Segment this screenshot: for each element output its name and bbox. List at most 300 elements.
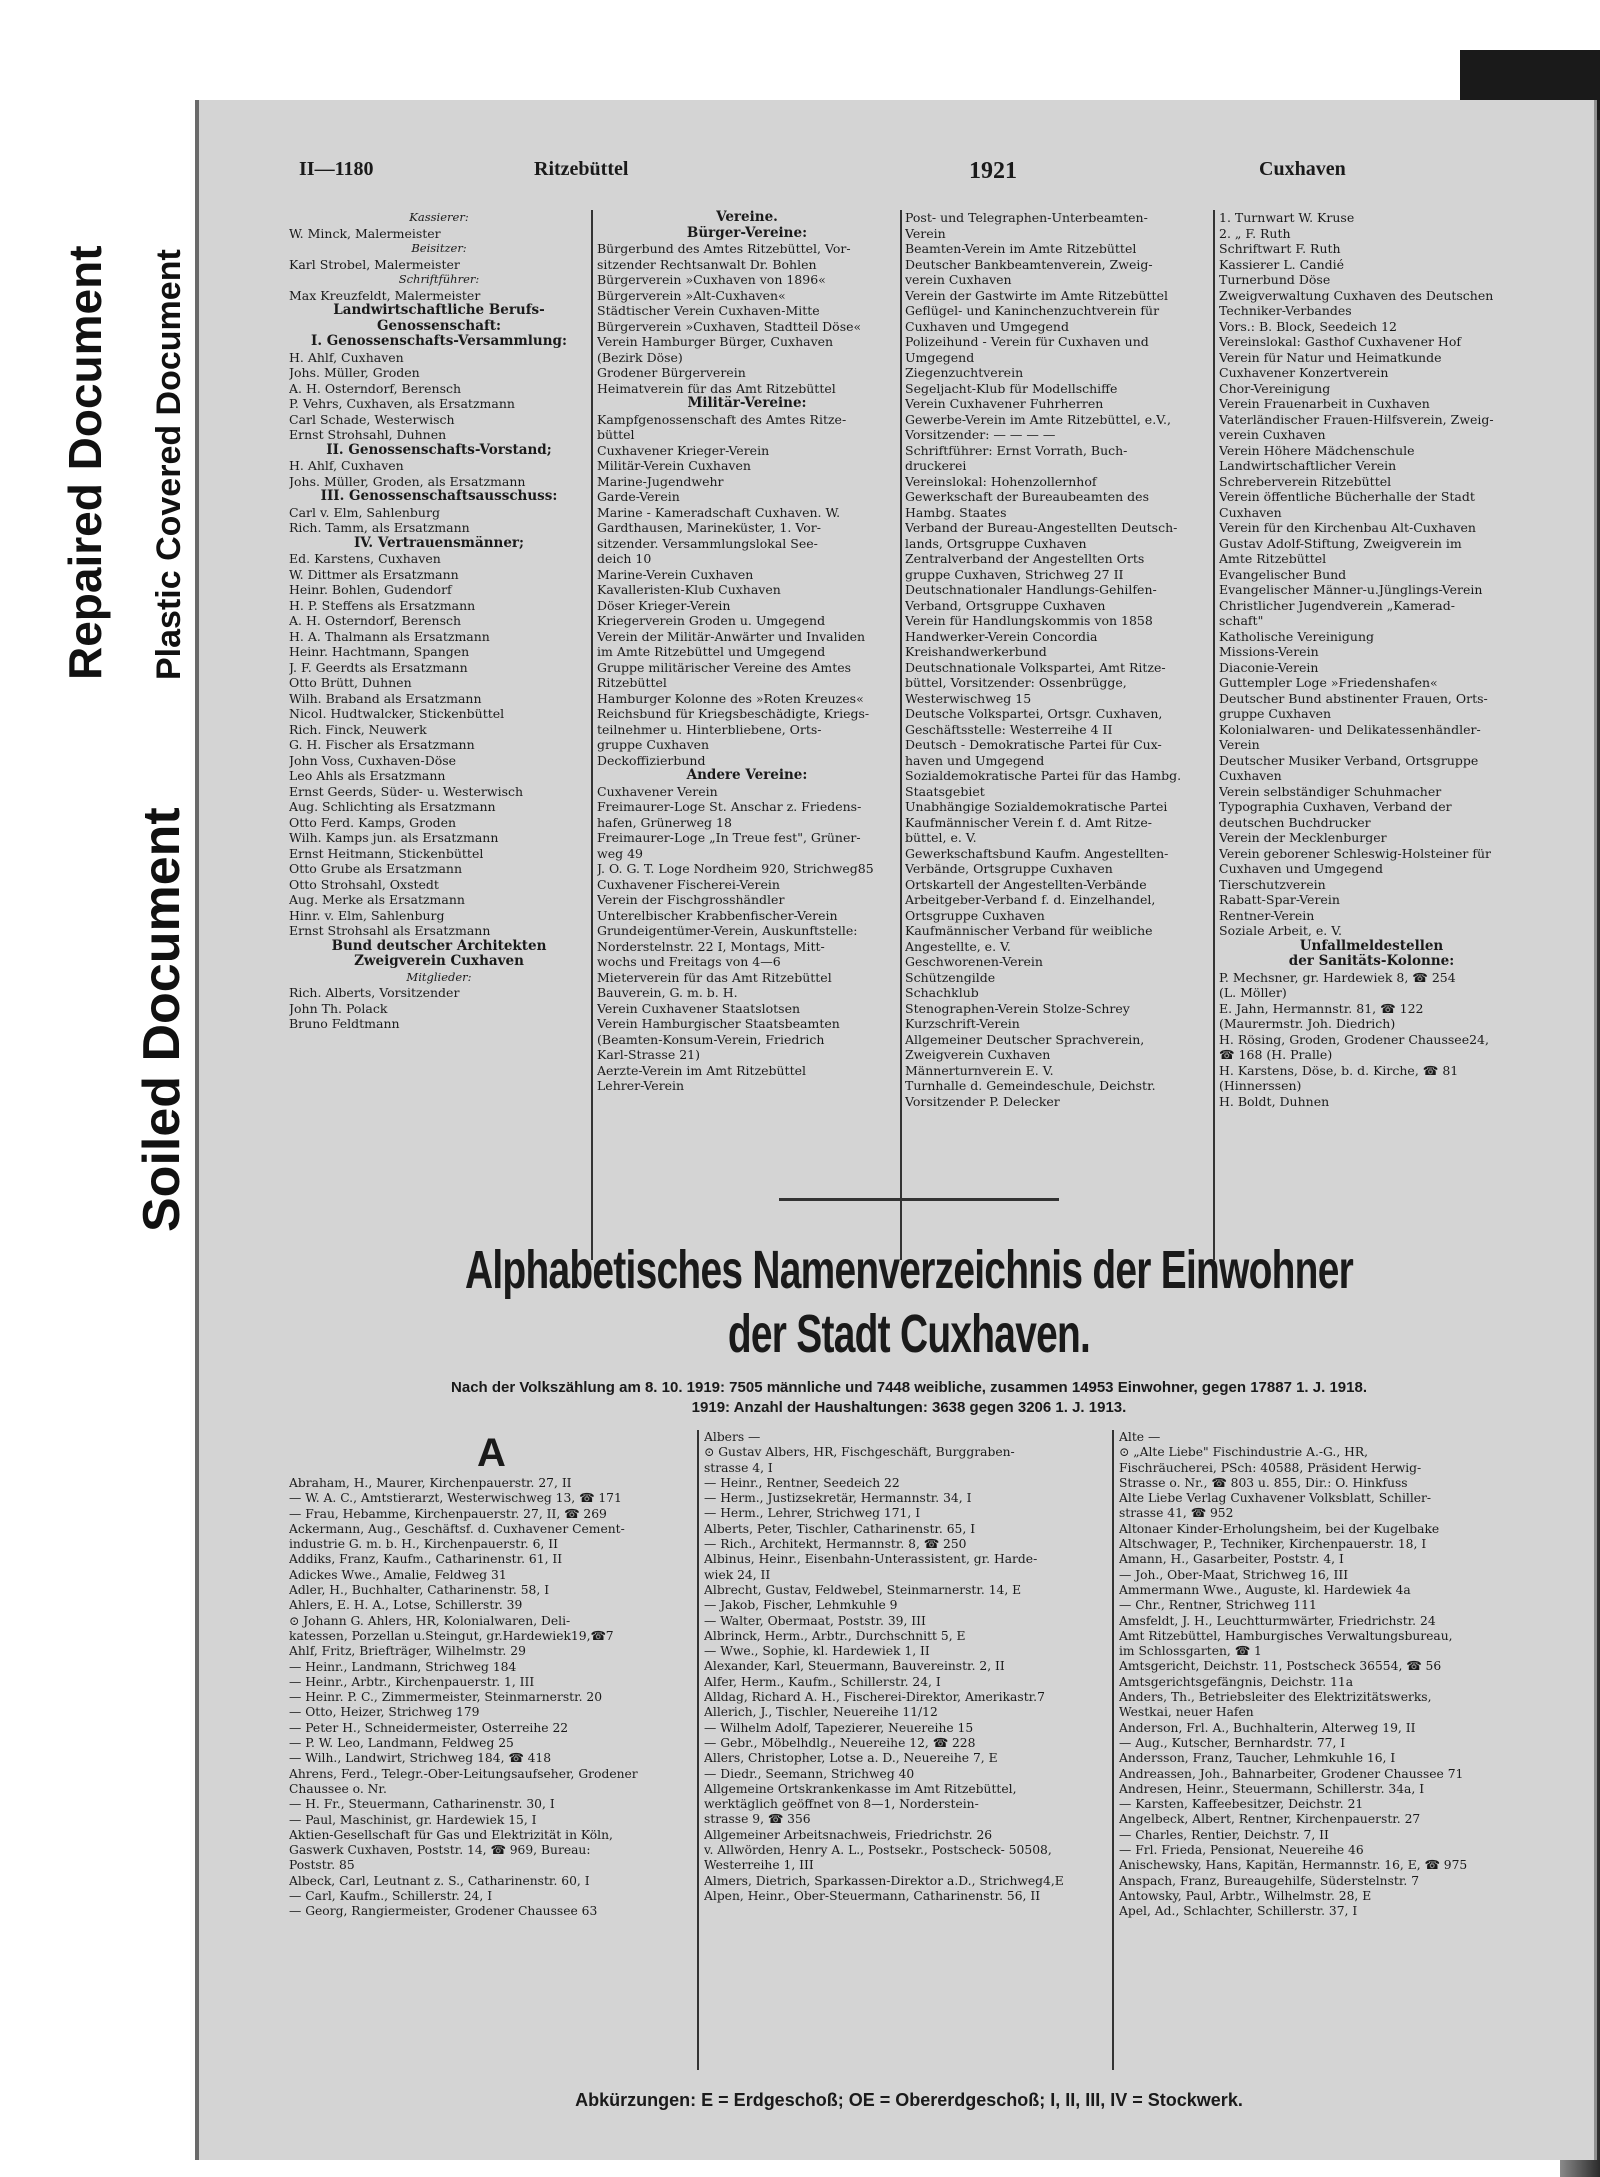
entry-line: Ahrens, Ferd., Telegr.-Ober-Leitungsaufseher, Grodener	[289, 1766, 638, 1781]
entry-line: Bürger-Vereine:	[686, 225, 808, 241]
entry-line: Genossenschaft:	[377, 318, 501, 334]
entry-line: Tierschutzverein	[1219, 876, 1326, 892]
entry-line: Johs. Müller, Groden, als Ersatzmann	[289, 473, 526, 489]
entry-line: Unfallmeldestellen	[1299, 938, 1444, 954]
entry-line: Alfer, Herm., Kaufm., Schillerstr. 24, I	[704, 1674, 941, 1689]
entry-line: A. H. Osterndorf, Berensch	[289, 380, 462, 396]
entry-line: Mitglieder:	[406, 969, 472, 984]
entry-line: Albeck, Carl, Leutnant z. S., Catharinenstr. 60, I	[289, 1873, 590, 1888]
entry-line: Amtsgericht, Deichstr. 11, Postscheck 36554, ☎ 56	[1119, 1659, 1442, 1674]
entry-line: Männerturnverein E. V.	[905, 1062, 1054, 1078]
index-column-1	[289, 1430, 694, 2070]
entry-line: Cuxhavener Krieger-Verein	[597, 442, 770, 458]
entry-line: Beamten-Verein im Amte Ritzebüttel	[905, 241, 1137, 256]
entry-line: strasse 9, ☎ 356	[704, 1812, 811, 1827]
entry-line: Verein Cuxhavener Staatslotsen	[597, 1000, 801, 1016]
entry-line: Andere Vereine:	[686, 768, 808, 783]
entry-line: büttel, Vorsitzender: Ossenbrügge,	[905, 675, 1127, 690]
entry-line: Amsfeldt, J. H., Leuchtturmwärter, Friedrichstr. 24	[1119, 1613, 1436, 1628]
entry-line: Ortsgruppe Cuxhaven	[905, 907, 1045, 923]
entry-line: Verbände, Ortsgruppe Cuxhaven	[905, 861, 1113, 876]
entry-line: Otto Strohsahl, Oxstedt	[289, 876, 439, 892]
entry-line: Ammermann Wwe., Auguste, kl. Hardewiek 4a	[1119, 1582, 1411, 1597]
entry-line: Alpen, Heinr., Ober-Steuermann, Catharinenstr. 56, II	[704, 1888, 1041, 1903]
entry-line: Deutsche Volkspartei, Ortsgr. Cuxhaven,	[905, 706, 1163, 721]
entry-line: Kaufmännischer Verband für weibliche	[905, 923, 1153, 938]
entry-line: Allers, Christopher, Lotse a. D., Neuereihe 7, E	[704, 1751, 998, 1766]
entry-line: Zweigverein Cuxhaven	[354, 954, 524, 969]
entry-line: W. Dittmer als Ersatzmann	[289, 566, 459, 582]
entry-line: — P. W. Leo, Landmann, Feldweg 25	[289, 1736, 514, 1751]
entry-line: gruppe Cuxhaven	[597, 737, 710, 752]
entry-line: — Paul, Maschinist, gr. Hardewiek 15, I	[289, 1812, 537, 1827]
entry-line: Verein Hamburgischer Staatsbeamten	[597, 1016, 840, 1031]
entry-line: katessen, Porzellan u.Steingut, gr.Hardewiek19,☎7	[289, 1628, 614, 1643]
entry-line: Cuxhavener Konzertverein	[1219, 365, 1389, 380]
entry-line: Arbeitgeber-Verband f. d. Einzelhandel,	[905, 892, 1156, 907]
entry-line: Adickes Wwe., Amalie, Feldweg 31	[289, 1567, 507, 1582]
entry-line: Missions-Verein	[1219, 644, 1319, 659]
entry-line: Cuxhaven und Umgegend	[905, 318, 1069, 334]
entry-line: Angestellte, e. V.	[905, 938, 1011, 954]
entry-line: Cuxhaven	[1219, 504, 1282, 520]
entry-line: — Peter H., Schneidermeister, Osterreihe 22	[289, 1720, 569, 1735]
entry-line: Addiks, Franz, Kaufm., Catharinenstr. 61, II	[289, 1552, 563, 1567]
entry-line: A. H. Osterndorf, Berensch	[289, 613, 462, 628]
entry-line: Anischewsky, Hans, Kapitän, Hermannstr. 16, E, ☎ 975	[1119, 1858, 1468, 1873]
entry-line: Leo Ahls als Ersatzmann	[289, 768, 446, 783]
entry-line: Ahlf, Fritz, Briefträger, Wilhelmstr. 29	[289, 1644, 526, 1659]
entry-line: Ernst Strohsahl als Ersatzmann	[289, 923, 491, 938]
column-rule	[900, 210, 902, 1260]
entry-line: H. Ahlf, Cuxhaven	[289, 458, 404, 473]
entry-line: Angelbeck, Albert, Rentner, Kirchenpauerstr. 27	[1119, 1812, 1421, 1827]
entry-line: Wilh. Kamps jun. als Ersatzmann	[289, 830, 499, 845]
entry-line: Freimaurer-Loge „In Treue fest", Grüner-	[597, 830, 861, 845]
entry-line: Diaconie-Verein	[1219, 659, 1319, 675]
entry-line: Schützengilde	[905, 969, 996, 985]
entry-line: Almers, Dietrich, Sparkassen-Direktor a.D., Strichweg4,E	[704, 1873, 1064, 1888]
entry-line: — Gebr., Möbelhdlg., Neuereihe 12, ☎ 228	[704, 1735, 976, 1750]
entry-line: Verein selbständiger Schuhmacher	[1219, 783, 1442, 799]
entry-line: Ernst Geerds, Süder- u. Westerwisch	[289, 783, 524, 799]
soiled-document-tag: Soiled Document	[133, 807, 191, 1232]
entry-line: Alldag, Richard A. H., Fischerei-Direktor, Amerikastr.7	[704, 1690, 1045, 1705]
entry-line: Andresen, Heinr., Steuermann, Schillerstr. 34a, I	[1119, 1781, 1425, 1796]
entry-line: Nicol. Hudtwalcker, Stickenbüttel	[289, 706, 505, 721]
entry-line: Schreberverein Ritzebüttel	[1219, 473, 1392, 489]
entry-line: Verein für Handlungskommis von 1858	[905, 613, 1153, 628]
column-3	[905, 210, 1210, 1275]
entry-line: Evangelischer Männer-u.Jünglings-Verein	[1219, 582, 1483, 597]
entry-line: Verband der Bureau-Angestellten Deutsch-	[905, 520, 1178, 535]
entry-line: J. O. G. T. Loge Nordheim 920, Strichweg85	[597, 861, 874, 876]
entry-line: — Walter, Obermaat, Poststr. 39, III	[704, 1613, 926, 1628]
entry-line: v. Allwörden, Henry A. L., Postsekr., Postscheck- 50508,	[704, 1843, 1052, 1858]
entry-line: Verein geborener Schleswig-Holsteiner für	[1219, 845, 1492, 861]
entry-line: Vereinslokal: Hohenzollernhof	[905, 473, 1097, 489]
entry-line: Alte —	[1119, 1430, 1161, 1444]
entry-line: Handwerker-Verein Concordia	[905, 628, 1098, 644]
entry-line: Vorsitzender: — — — —	[905, 427, 1056, 442]
entry-line: Verein der Gastwirte im Amte Ritzebüttel	[905, 287, 1168, 303]
entry-line: Strasse o. Nr., ☎ 803 u. 855, Dir.: O. Hinkfuss	[1119, 1475, 1408, 1490]
entry-line: Schriftwart F. Ruth	[1219, 241, 1341, 256]
entry-line: — Frau, Hebamme, Kirchenpauerstr. 27, II, ☎ 269	[289, 1506, 607, 1521]
entry-line: weg 49	[597, 845, 643, 861]
entry-line: W. Minck, Malermeister	[289, 225, 441, 241]
alphabetical-index	[289, 1430, 1529, 2070]
entry-line: Schachklub	[905, 985, 979, 1000]
entry-line: sitzender Rechtsanwalt Dr. Bohlen	[597, 256, 817, 272]
entry-line: gruppe Cuxhaven	[1219, 706, 1332, 721]
entry-line: Aktien-Gesellschaft für Gas und Elektrizität in Köln,	[289, 1827, 613, 1842]
entry-line: Kolonialwaren- und Delikatessenhändler-	[1219, 721, 1481, 737]
entry-line: Karl-Strasse 21)	[597, 1047, 700, 1062]
entry-line: E. Jahn, Hermannstr. 81, ☎ 122	[1219, 1000, 1424, 1016]
entry-line: haven und Umgegend	[905, 752, 1045, 768]
entry-line: teilnehmer u. Hinterbliebene, Orts-	[597, 721, 822, 737]
entry-line: Bürgerverein »Alt-Cuxhaven«	[597, 287, 786, 303]
entry-line: hafen, Grünerweg 18	[597, 814, 732, 830]
entry-line: Adler, H., Buchhalter, Catharinenstr. 58, I	[289, 1583, 550, 1598]
entry-line: Verein für den Kirchenbau Alt-Cuxhaven	[1219, 520, 1476, 535]
entry-line: Westkai, neuer Hafen	[1119, 1705, 1254, 1720]
entry-line: strasse 4, I	[704, 1460, 773, 1475]
entry-line: Katholische Vereinigung	[1219, 628, 1375, 644]
entry-line: deutschen Buchdrucker	[1219, 814, 1371, 830]
entry-line: Stenographen-Verein Stolze-Schrey	[905, 1000, 1130, 1016]
entry-line: ☎ 168 (H. Pralle)	[1219, 1047, 1333, 1062]
entry-line: — Heinr., Rentner, Seedeich 22	[704, 1475, 900, 1490]
entry-line: Verein	[905, 225, 946, 241]
entry-line: Ernst Heitmann, Stickenbüttel	[289, 845, 484, 861]
entry-line: Amtsgerichtsgefängnis, Deichstr. 11a	[1119, 1674, 1354, 1689]
entry-line: Verein Cuxhavener Fuhrherren	[905, 396, 1104, 411]
entry-line: Cuxhaven und Umgegend	[1219, 861, 1383, 876]
entry-line: Geschäftsstelle: Westerreihe 4 II	[905, 721, 1113, 737]
entry-line: P. Vehrs, Cuxhaven, als Ersatzmann	[289, 396, 515, 411]
entry-line: Kurzschrift-Verein	[905, 1016, 1020, 1031]
entry-line: Heimatverein für das Amt Ritzebüttel	[597, 380, 836, 396]
entry-line: Turnhalle d. Gemeindeschule, Deichstr.	[905, 1078, 1156, 1093]
entry-line: ⊙ Gustav Albers, HR, Fischgeschäft, Burggraben-	[704, 1445, 1015, 1460]
entry-line: Verein öffentliche Bücherhalle der Stadt	[1219, 489, 1475, 504]
entry-line: — Frl. Frieda, Pensionat, Neuereihe 46	[1119, 1843, 1364, 1858]
entry-line: büttel, e. V.	[905, 830, 977, 845]
entry-line: Otto Ferd. Kamps, Groden	[289, 814, 457, 830]
entry-line: Gustav Adolf-Stiftung, Zweigverein im	[1219, 535, 1462, 551]
column-rule	[1213, 210, 1215, 1260]
entry-line: Kaufmännischer Verein f. d. Amt Ritze-	[905, 814, 1152, 830]
entry-line: Militär-Verein Cuxhaven	[597, 458, 751, 473]
entry-line: Rich. Alberts, Vorsitzender	[289, 985, 460, 1000]
entry-line: Segeljacht-Klub für Modellschiffe	[905, 380, 1118, 396]
column-rule	[591, 210, 593, 1260]
entry-line: Grundeigentümer-Verein, Auskunftstelle:	[597, 923, 858, 938]
entry-line: Schriftführer: Ernst Vorrath, Buch-	[905, 442, 1128, 458]
entry-line: Post- und Telegraphen-Unterbeamten-	[905, 210, 1148, 225]
entry-line: Geschworenen-Verein	[905, 954, 1043, 969]
entry-line: Grodener Bürgerverein	[597, 365, 746, 380]
entry-line: H. Boldt, Duhnen	[1219, 1093, 1330, 1109]
section-divider	[779, 1198, 1059, 1201]
entry-line: Vereinslokal: Gasthof Cuxhavener Hof	[1219, 334, 1461, 349]
entry-line: Deutsch - Demokratische Partei für Cux-	[905, 737, 1162, 752]
repaired-document-tag: Repaired Document	[59, 245, 111, 680]
entry-line: Reichsbund für Kriegsbeschädigte, Kriegs-	[597, 706, 870, 721]
entry-line: Christlicher Jugendverein „Kamerad-	[1219, 597, 1455, 613]
entry-line: Amann, H., Gasarbeiter, Poststr. 4, I	[1119, 1552, 1344, 1567]
entry-line: Verein der Militär-Anwärter und Invaliden	[597, 628, 866, 644]
entry-line: Ackermann, Aug., Geschäftsf. d. Cuxhavener Cement-	[289, 1521, 625, 1536]
entry-line: H. Karstens, Döse, b. d. Kirche, ☎ 81	[1219, 1062, 1459, 1078]
entry-line: Chor-Vereinigung	[1219, 380, 1331, 396]
entry-line: (Hinnerssen)	[1219, 1078, 1302, 1093]
entry-line: Cuxhaven	[1219, 768, 1282, 783]
running-header	[299, 158, 1346, 184]
entry-line: Aerzte-Verein im Amt Ritzebüttel	[597, 1062, 807, 1078]
entry-line: Ernst Strohsahl, Duhnen	[289, 427, 447, 442]
entry-line: John Voss, Cuxhaven-Döse	[289, 752, 457, 768]
entry-line: Amte Ritzebüttel	[1219, 551, 1327, 566]
header-year: 1921	[969, 158, 1017, 184]
entry-line: schaft"	[1219, 613, 1264, 628]
entry-line: Otto Grube als Ersatzmann	[289, 861, 462, 876]
entry-line: — Georg, Rangiermeister, Grodener Chaussee 63	[289, 1904, 598, 1919]
entry-line: H. Ahlf, Cuxhaven	[289, 349, 404, 365]
entry-line: 2. „ F. Ruth	[1219, 225, 1291, 241]
entry-line: — Wilhelm Adolf, Tapezierer, Neuereihe 15	[704, 1720, 974, 1735]
entry-line: Ritzebüttel	[597, 675, 667, 690]
document-page	[195, 100, 1597, 2160]
entry-line: Alte Liebe Verlag Cuxhavener Volksblatt, Schiller-	[1119, 1491, 1432, 1506]
entry-line: Otto Brütt, Duhnen	[289, 675, 412, 690]
entry-line: Lehrer-Verein	[597, 1078, 685, 1093]
entry-line: — H. Fr., Steuermann, Catharinenstr. 30, I	[289, 1797, 555, 1812]
entry-line: Wilh. Braband als Ersatzmann	[289, 690, 482, 706]
entry-line: Heinr. Hachtmann, Spangen	[289, 644, 470, 659]
entry-line: Rentner-Verein	[1219, 907, 1315, 923]
column-rule	[697, 1430, 699, 2070]
entry-line: Andreassen, Joh., Bahnarbeiter, Grodener Chaussee 71	[1119, 1766, 1464, 1781]
entry-line: Max Kreuzfeldt, Malermeister	[289, 287, 481, 303]
entry-line: Hamburger Kolonne des »Roten Kreuzes«	[597, 690, 864, 706]
entry-line: G. H. Fischer als Ersatzmann	[289, 737, 475, 752]
entry-line: Zweigverwaltung Cuxhaven des Deutschen	[1219, 287, 1494, 303]
entry-line: Albinus, Heinr., Eisenbahn-Unterassistent, gr. Harde-	[704, 1552, 1038, 1567]
plastic-covered-document-tag: Plastic Covered Document	[150, 249, 188, 680]
entry-line: Evangelischer Bund	[1219, 566, 1347, 582]
entry-line: Städtischer Verein Cuxhaven-Mitte	[597, 303, 820, 318]
entry-line: Allgemeine Ortskrankenkasse im Amt Ritzebüttel,	[704, 1781, 1017, 1796]
entry-line: — Rich., Architekt, Hermannstr. 8, ☎ 250	[704, 1537, 967, 1552]
entry-line: Bürgerverein »Cuxhaven von 1896«	[597, 272, 826, 287]
abbreviation-legend: Abkürzungen: E = Erdgeschoß; OE = Obererdgeschoß; I, II, III, IV = Stockwerk.	[575, 2090, 1243, 2110]
entry-line: Cuxhavener Verein	[597, 783, 718, 799]
entry-line: Amt Ritzebüttel, Hamburgisches Verwaltungsbureau,	[1119, 1628, 1453, 1643]
entry-line: (Beamten-Konsum-Verein, Friedrich	[597, 1031, 825, 1047]
entry-line: Verein für Natur und Heimatkunde	[1219, 349, 1442, 365]
entry-line: verein Cuxhaven	[905, 272, 1012, 287]
entry-line: (Bezirk Döse)	[597, 349, 683, 365]
entry-line: Apel, Ad., Schlachter, Schillerstr. 37, I	[1119, 1904, 1358, 1919]
entry-line: Altschwager, P., Techniker, Kirchenpauerstr. 18, I	[1119, 1537, 1427, 1552]
entry-line: Allgemeiner Arbeitsnachweis, Friedrichstr. 26	[704, 1827, 993, 1842]
entry-line: J. F. Geerdts als Ersatzmann	[289, 659, 468, 675]
entry-line: — Charles, Rentier, Deichstr. 7, II	[1119, 1827, 1329, 1842]
entry-line: Verein der Mecklenburger	[1219, 830, 1387, 845]
entry-line: Deutschnationaler Handlungs-Gehilfen-	[905, 582, 1157, 597]
entry-line: Kavalleristen-Klub Cuxhaven	[597, 582, 781, 597]
index-column-2	[704, 1430, 1109, 2070]
entry-line: wochs und Freitags von 4—6	[597, 954, 781, 969]
entry-line: Norderstelnstr. 22 I, Montags, Mitt-	[597, 938, 825, 954]
entry-line: Fischräucherei, PSch: 40588, Präsident Herwig-	[1119, 1460, 1422, 1475]
entry-line: Deckoffizierbund	[597, 752, 706, 768]
entry-line: Marine-Jugendwehr	[597, 473, 724, 489]
entry-line: Abraham, H., Maurer, Kirchenpauerstr. 27, II	[289, 1476, 572, 1490]
entry-line: büttel	[597, 427, 635, 442]
entry-line: Deutscher Bund abstinenter Frauen, Orts-	[1219, 690, 1488, 706]
entry-line: Anderson, Frl. A., Buchhalterin, Alterweg 19, II	[1119, 1720, 1416, 1735]
entry-line: Aug. Schlichting als Ersatzmann	[289, 799, 496, 814]
census-line-1: Nach der Volkszählung am 8. 10. 1919: 7505 männliche und 7448 weibliche, zusammen 14953 Einwohner, gegen 17887 1. J. 1918.	[451, 1379, 1367, 1396]
entry-line: ⊙ Johann G. Ahlers, HR, Kolonialwaren, Deli-	[289, 1613, 571, 1628]
entry-line: — Jakob, Fischer, Lehmkuhle 9	[704, 1598, 898, 1613]
entry-line: der Sanitäts-Kolonne:	[1288, 954, 1455, 969]
title-line-1: Alphabetisches Namenverzeichnis der Einwohner	[464, 1240, 1354, 1300]
entry-line: Freimaurer-Loge St. Anschar z. Friedens-	[597, 799, 862, 814]
header-town: Ritzebüttel	[534, 158, 629, 180]
entry-line: Alexander, Karl, Steuermann, Bauvereinstr. 2, II	[704, 1659, 1005, 1674]
entry-line: Landwirtschaftlicher Verein	[1219, 458, 1397, 473]
entry-line: Kassierer:	[409, 210, 469, 224]
entry-line: — Chr., Rentner, Strichweg 111	[1119, 1598, 1317, 1613]
entry-line: I. Genossenschafts-Versammlung:	[311, 334, 567, 349]
entry-line: wiek 24, II	[704, 1567, 771, 1582]
entry-line: Hambg. Staates	[905, 504, 1007, 520]
entry-line: Ed. Karstens, Cuxhaven	[289, 551, 441, 566]
entry-line: Schriftführer:	[398, 272, 480, 286]
entry-line: Anspach, Franz, Bureaugehilfe, Süderstelnstr. 7	[1119, 1873, 1420, 1888]
entry-line: Ziegenzuchtverein	[905, 365, 1024, 380]
main-title	[434, 1238, 1384, 1366]
entry-line: Kreishandwerkerbund	[905, 644, 1047, 659]
entry-line: P. Mechsner, gr. Hardewiek 8, ☎ 254	[1219, 969, 1456, 985]
entry-line: Deutscher Bankbeamtenverein, Zweig-	[905, 256, 1153, 272]
entry-line: Verein	[1219, 737, 1260, 752]
column-rule	[1112, 1430, 1114, 2070]
entry-line: Gewerkschaft der Bureaubeamten des	[905, 489, 1149, 504]
entry-line: Militär-Vereine:	[687, 396, 807, 411]
entry-line: Mieterverein für das Amt Ritzebüttel	[597, 969, 832, 985]
directory-columns	[289, 210, 1529, 1275]
entry-line: Chaussee o. Nr.	[289, 1781, 387, 1796]
entry-line: Gardthausen, Marineküster, 1. Vor-	[597, 520, 821, 535]
entry-line: Beisitzer:	[411, 241, 467, 255]
entry-line: Albrecht, Gustav, Feldwebel, Steinmarnerstr. 14, E	[704, 1582, 1022, 1597]
entry-line: — Wwe., Sophie, kl. Hardewiek 1, II	[704, 1644, 930, 1659]
entry-line: Verband, Ortsgruppe Cuxhaven	[905, 597, 1106, 613]
entry-line: — Heinr., Landmann, Strichweg 184	[289, 1659, 517, 1674]
entry-line: Cuxhavener Fischerei-Verein	[597, 876, 780, 892]
entry-line: Turnerbund Döse	[1219, 272, 1331, 287]
entry-line: strasse 41, ☎ 952	[1119, 1506, 1234, 1521]
entry-line: Marine-Verein Cuxhaven	[597, 566, 754, 582]
column-1	[289, 210, 589, 1275]
entry-line: Polizeihund - Verein für Cuxhaven und	[905, 334, 1149, 349]
entry-line: Garde-Verein	[597, 489, 680, 504]
entry-line: Vorsitzender P. Delecker	[905, 1093, 1060, 1109]
entry-line: — Herm., Lehrer, Strichweg 171, I	[704, 1506, 921, 1521]
entry-line: H. Rösing, Groden, Grodener Chaussee24,	[1219, 1031, 1489, 1047]
entry-line: Guttempler Loge »Friedenshafen«	[1219, 675, 1438, 690]
entry-line: Gewerkschaftsbund Kaufm. Angestellten-	[905, 845, 1169, 861]
entry-line: Bund deutscher Architekten	[331, 938, 547, 954]
entry-line: Verein der Fischgrosshändler	[597, 892, 785, 907]
entry-line: Vaterländischer Frauen-Hilfsverein, Zweig-	[1219, 411, 1494, 427]
entry-line: Döser Krieger-Verein	[597, 597, 731, 613]
entry-line: Unterelbischer Krabbenfischer-Verein	[597, 907, 838, 923]
entry-line: H. A. Thalmann als Ersatzmann	[289, 628, 490, 644]
entry-line: Rich. Finck, Neuwerk	[289, 721, 427, 737]
entry-line: Typographia Cuxhaven, Verband der	[1219, 799, 1452, 814]
title-line-2: der Stadt Cuxhaven.	[727, 1304, 1091, 1364]
entry-line: Johs. Müller, Groden	[289, 365, 420, 380]
entry-line: John Th. Polack	[289, 1000, 388, 1016]
entry-line: — W. A. C., Amtstierarzt, Westerwischweg 13, ☎ 171	[289, 1491, 622, 1506]
entry-line: Vors.: B. Block, Seedeich 12	[1219, 318, 1398, 334]
entry-line: Antowsky, Paul, Arbtr., Wilhelmstr. 28, E	[1119, 1888, 1372, 1903]
entry-line: Staatsgebiet	[905, 783, 985, 799]
entry-line: Heinr. Bohlen, Gudendorf	[289, 582, 452, 597]
entry-line: Soziale Arbeit, e. V.	[1219, 923, 1343, 938]
entry-line: Ortskartell der Angestellten-Verbände	[905, 876, 1147, 892]
entry-line: Kassierer L. Candié	[1219, 256, 1345, 272]
entry-line: Bürgerbund des Amtes Ritzebüttel, Vor-	[597, 241, 851, 256]
entry-line: Verein Hamburger Bürger, Cuxhaven	[597, 334, 834, 349]
entry-line: Sozialdemokratische Partei für das Hambg.	[905, 768, 1182, 783]
entry-line: sitzender. Versammlungslokal See-	[597, 535, 818, 551]
entry-line: Vereine.	[716, 210, 778, 225]
entry-line: — Diedr., Seemann, Strichweg 40	[704, 1766, 915, 1781]
entry-line: ⊙ „Alte Liebe" Fischindustrie A.-G., HR,	[1119, 1445, 1369, 1460]
entry-line: — Herm., Justizsekretär, Hermannstr. 34, I	[704, 1491, 972, 1506]
entry-line: Kriegerverein Groden u. Umgegend	[597, 613, 826, 628]
census-note	[289, 1378, 1529, 1418]
entry-line: H. P. Steffens als Ersatzmann	[289, 597, 476, 613]
entry-line: Allerich, J., Tischler, Neuereihe 11/12	[704, 1705, 938, 1720]
column-4	[1219, 210, 1524, 1275]
entry-line: Ahlers, E. H. A., Lotse, Schillerstr. 39	[289, 1598, 523, 1613]
entry-line: Geflügel- und Kaninchenzuchtverein für	[905, 303, 1160, 318]
entry-line: deich 10	[597, 551, 652, 566]
entry-line: Gewerbe-Verein im Amte Ritzebüttel, e.V.,	[905, 411, 1171, 427]
entry-line: Albers —	[704, 1430, 761, 1444]
entry-line: lands, Ortsgruppe Cuxhaven	[905, 535, 1087, 551]
entry-line: Poststr. 85	[289, 1858, 355, 1873]
entry-line: Verein Höhere Mädchenschule	[1219, 442, 1415, 458]
entry-line: im Amte Ritzebüttel und Umgegend	[597, 644, 826, 659]
entry-line: gruppe Cuxhaven, Strichweg 27 II	[905, 566, 1124, 582]
entry-line: Verein Frauenarbeit in Cuxhaven	[1219, 396, 1430, 411]
entry-line: Karl Strobel, Malermeister	[289, 256, 460, 272]
section-letter: A	[477, 1431, 506, 1475]
entry-line: Rich. Tamm, als Ersatzmann	[289, 520, 470, 535]
entry-line: Deutschnationale Volkspartei, Amt Ritze-	[905, 659, 1166, 675]
entry-line: IV. Vertrauensmänner;	[353, 535, 525, 551]
